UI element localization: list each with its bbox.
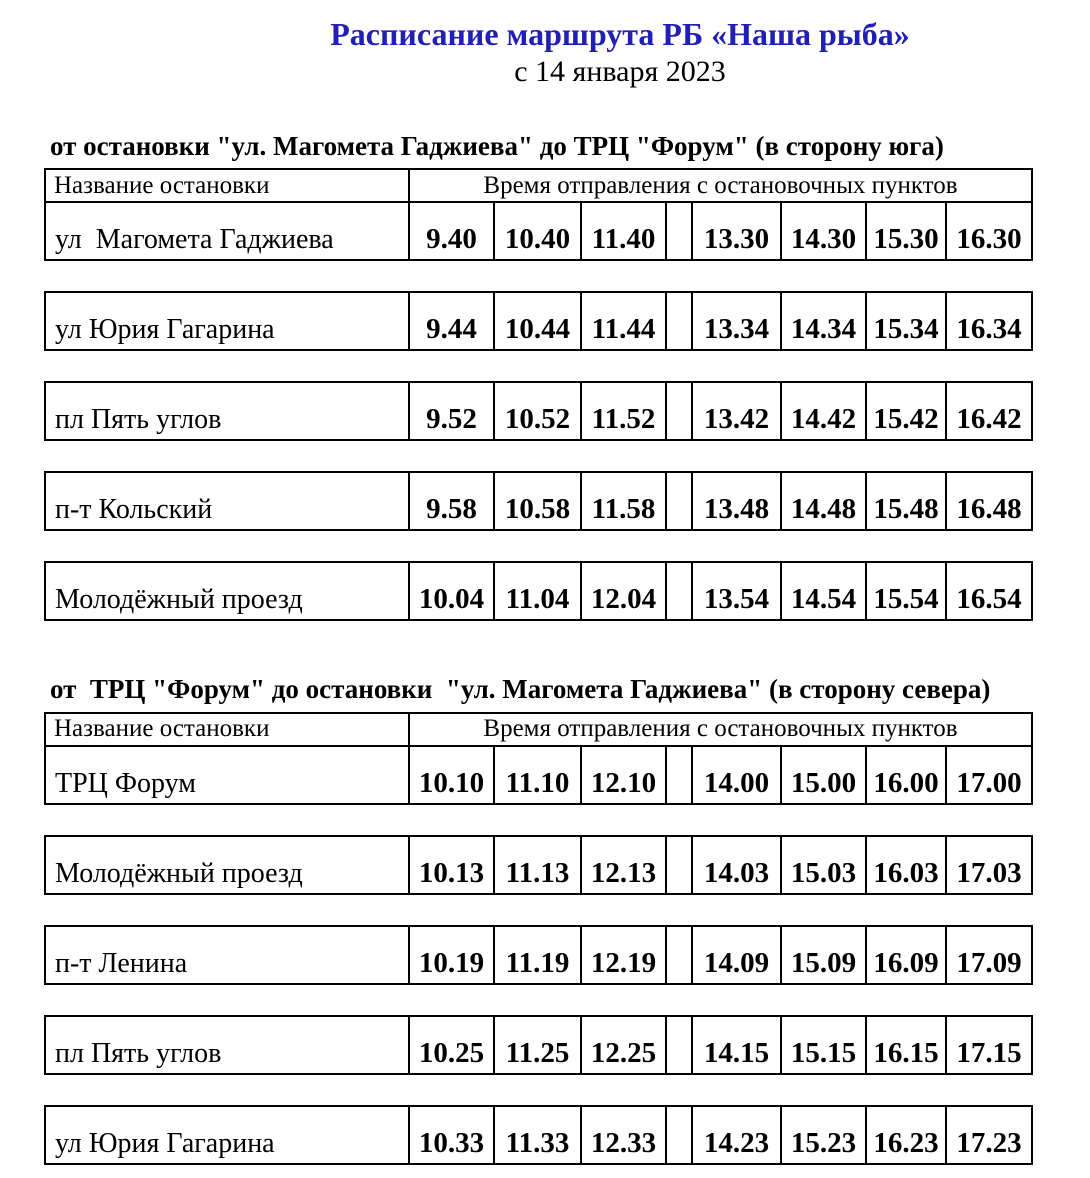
stop-name-cell: ул Магомета Гаджиева xyxy=(55,224,334,256)
document-header xyxy=(0,0,1090,90)
table-row-block xyxy=(44,925,1033,985)
time-cell: 13.42 xyxy=(691,383,780,439)
empty-spacer-cell xyxy=(665,837,691,893)
time-cell: 10.25 xyxy=(408,1017,493,1073)
stop-name-cell: Молодёжный проезд xyxy=(55,584,303,616)
time-cell: 11.19 xyxy=(493,927,580,983)
schedule-section-northbound xyxy=(44,673,1033,1164)
time-cell: 15.30 xyxy=(865,203,945,259)
time-cell: 14.54 xyxy=(780,563,865,619)
empty-spacer-cell xyxy=(665,293,691,349)
table-row xyxy=(46,927,1031,983)
stop-name-column-header: Название остановки xyxy=(54,715,270,743)
time-cell: 16.23 xyxy=(865,1107,945,1163)
time-cell: 14.23 xyxy=(691,1107,780,1163)
schedule-table xyxy=(44,712,1033,1165)
time-cell: 9.58 xyxy=(408,473,493,529)
schedule-table xyxy=(44,168,1033,621)
empty-spacer-cell xyxy=(665,1017,691,1073)
time-cell: 16.48 xyxy=(945,473,1031,529)
table-row xyxy=(46,563,1031,619)
table-row-block xyxy=(44,471,1033,531)
time-cell: 15.48 xyxy=(865,473,945,529)
time-cell: 10.10 xyxy=(408,747,493,803)
time-cell: 14.42 xyxy=(780,383,865,439)
table-row xyxy=(46,201,1031,259)
empty-spacer-cell xyxy=(665,747,691,803)
stop-name-cell: ул Юрия Гагарина xyxy=(55,314,275,346)
stop-name-cell: п-т Ленина xyxy=(55,947,188,979)
table-header-row xyxy=(46,170,1031,201)
time-cell: 11.33 xyxy=(493,1107,580,1163)
table-row-block xyxy=(44,381,1033,441)
table-row xyxy=(46,1017,1031,1073)
time-cell: 17.00 xyxy=(945,747,1031,803)
empty-spacer-cell xyxy=(665,1107,691,1163)
time-cell: 16.00 xyxy=(865,747,945,803)
time-cell: 10.04 xyxy=(408,563,493,619)
schedule-section-southbound xyxy=(44,130,1033,621)
time-cell: 13.54 xyxy=(691,563,780,619)
page-title: Расписание маршрута РБ «Наша рыба» xyxy=(330,16,910,52)
empty-spacer-cell xyxy=(665,927,691,983)
time-cell: 17.09 xyxy=(945,927,1031,983)
time-cell: 15.00 xyxy=(780,747,865,803)
time-cell: 16.34 xyxy=(945,293,1031,349)
time-cell: 14.00 xyxy=(691,747,780,803)
time-cell: 17.23 xyxy=(945,1107,1031,1163)
time-cell: 14.03 xyxy=(691,837,780,893)
table-row xyxy=(46,383,1031,439)
time-cell: 16.15 xyxy=(865,1017,945,1073)
time-cell: 10.13 xyxy=(408,837,493,893)
empty-spacer-cell xyxy=(665,473,691,529)
time-cell: 16.42 xyxy=(945,383,1031,439)
time-cell: 10.52 xyxy=(493,383,580,439)
table-header-block xyxy=(44,168,1033,261)
time-cell: 10.19 xyxy=(408,927,493,983)
time-cell: 13.30 xyxy=(691,203,780,259)
time-cell: 15.54 xyxy=(865,563,945,619)
time-cell: 16.09 xyxy=(865,927,945,983)
time-cell: 15.03 xyxy=(780,837,865,893)
time-cell: 14.09 xyxy=(691,927,780,983)
time-cell: 10.44 xyxy=(493,293,580,349)
time-cell: 12.25 xyxy=(580,1017,665,1073)
time-cell: 10.40 xyxy=(493,203,580,259)
stop-name-column-header: Название остановки xyxy=(54,171,270,199)
times-column-header: Время отправления с остановочных пунктов xyxy=(408,714,1031,745)
time-cell: 9.52 xyxy=(408,383,493,439)
time-cell: 11.25 xyxy=(493,1017,580,1073)
stop-name-cell: п-т Кольский xyxy=(55,494,213,526)
time-cell: 12.13 xyxy=(580,837,665,893)
table-header-block xyxy=(44,712,1033,805)
time-cell: 9.44 xyxy=(408,293,493,349)
table-row-block xyxy=(44,291,1033,351)
time-cell: 13.48 xyxy=(691,473,780,529)
time-cell: 10.58 xyxy=(493,473,580,529)
table-row xyxy=(46,745,1031,803)
time-cell: 13.34 xyxy=(691,293,780,349)
time-cell: 11.52 xyxy=(580,383,665,439)
time-cell: 11.10 xyxy=(493,747,580,803)
table-row xyxy=(46,837,1031,893)
time-cell: 11.58 xyxy=(580,473,665,529)
time-cell: 11.13 xyxy=(493,837,580,893)
stop-name-cell: ТРЦ Форум xyxy=(55,767,196,799)
time-cell: 14.48 xyxy=(780,473,865,529)
time-cell: 16.54 xyxy=(945,563,1031,619)
time-cell: 14.15 xyxy=(691,1017,780,1073)
time-cell: 9.40 xyxy=(408,203,493,259)
time-cell: 16.30 xyxy=(945,203,1031,259)
table-header-row xyxy=(46,714,1031,745)
table-row xyxy=(46,293,1031,349)
time-cell: 15.23 xyxy=(780,1107,865,1163)
time-cell: 14.30 xyxy=(780,203,865,259)
stop-name-cell: пл Пять углов xyxy=(55,404,222,436)
time-cell: 11.44 xyxy=(580,293,665,349)
time-cell: 16.03 xyxy=(865,837,945,893)
time-cell: 12.04 xyxy=(580,563,665,619)
section-heading: от остановки "ул. Магомета Гаджиева" до ТРЦ "Форум" (в сторону юга) xyxy=(50,130,944,161)
stop-name-cell: пл Пять углов xyxy=(55,1037,222,1069)
table-row-block xyxy=(44,561,1033,621)
table-row-block xyxy=(44,1015,1033,1075)
page-subtitle: с 14 января 2023 xyxy=(514,54,726,88)
time-cell: 11.04 xyxy=(493,563,580,619)
table-row xyxy=(46,1107,1031,1163)
table-row-block xyxy=(44,1105,1033,1165)
section-heading: от ТРЦ "Форум" до остановки "ул. Магомета Гаджиева" (в сторону севера) xyxy=(50,674,991,705)
times-column-header: Время отправления с остановочных пунктов xyxy=(408,170,1031,201)
table-row-block xyxy=(44,835,1033,895)
time-cell: 11.40 xyxy=(580,203,665,259)
time-cell: 12.33 xyxy=(580,1107,665,1163)
empty-spacer-cell xyxy=(665,563,691,619)
stop-name-cell: ул Юрия Гагарина xyxy=(55,1127,275,1159)
time-cell: 14.34 xyxy=(780,293,865,349)
time-cell: 10.33 xyxy=(408,1107,493,1163)
time-cell: 12.10 xyxy=(580,747,665,803)
time-cell: 15.15 xyxy=(780,1017,865,1073)
stop-name-cell: Молодёжный проезд xyxy=(55,857,303,889)
time-cell: 15.09 xyxy=(780,927,865,983)
empty-spacer-cell xyxy=(665,203,691,259)
empty-spacer-cell xyxy=(665,383,691,439)
time-cell: 15.42 xyxy=(865,383,945,439)
time-cell: 17.15 xyxy=(945,1017,1031,1073)
table-row xyxy=(46,473,1031,529)
time-cell: 15.34 xyxy=(865,293,945,349)
time-cell: 12.19 xyxy=(580,927,665,983)
time-cell: 17.03 xyxy=(945,837,1031,893)
